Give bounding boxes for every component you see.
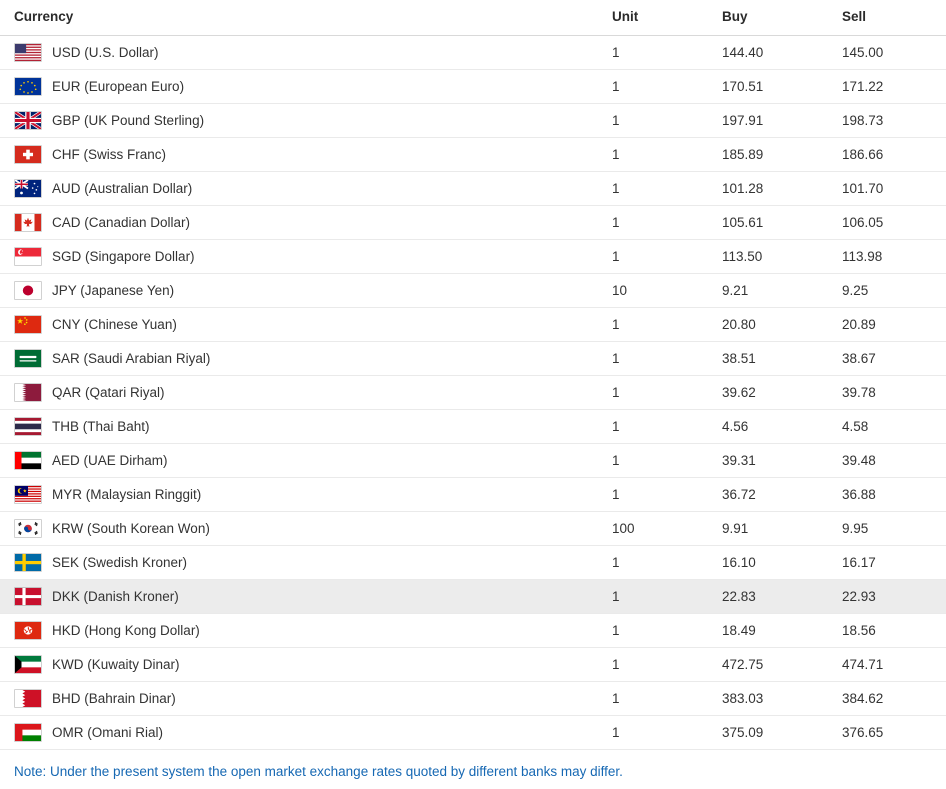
sell-rate: 39.78 [840, 376, 946, 410]
currency-name: MYR (Malaysian Ringgit) [50, 478, 610, 512]
currency-unit: 1 [610, 308, 720, 342]
table-row[interactable] [0, 478, 946, 512]
flag-malaysia-icon [14, 485, 42, 504]
currency-unit: 1 [610, 648, 720, 682]
currency-name: JPY (Japanese Yen) [50, 274, 610, 308]
currency-unit: 1 [610, 614, 720, 648]
buy-rate: 144.40 [720, 36, 840, 70]
buy-rate: 472.75 [720, 648, 840, 682]
sell-rate: 18.56 [840, 614, 946, 648]
table-row[interactable] [0, 512, 946, 546]
currency-flag-cell [0, 274, 50, 308]
sell-rate: 16.17 [840, 546, 946, 580]
flag-eu-icon [14, 77, 42, 96]
buy-rate: 4.56 [720, 410, 840, 444]
currency-name: CAD (Canadian Dollar) [50, 206, 610, 240]
currency-unit: 1 [610, 104, 720, 138]
currency-name: SAR (Saudi Arabian Riyal) [50, 342, 610, 376]
currency-name: HKD (Hong Kong Dollar) [50, 614, 610, 648]
buy-rate: 9.91 [720, 512, 840, 546]
flag-thailand-icon [14, 417, 42, 436]
table-row[interactable] [0, 444, 946, 478]
table-header-row [0, 0, 946, 36]
sell-rate: 39.48 [840, 444, 946, 478]
table-row[interactable] [0, 138, 946, 172]
flag-bahrain-icon [14, 689, 42, 708]
buy-rate: 375.09 [720, 716, 840, 750]
currency-flag-cell [0, 648, 50, 682]
table-row[interactable] [0, 546, 946, 580]
flag-oman-icon [14, 723, 42, 742]
currency-flag-cell [0, 614, 50, 648]
column-header-sell: Sell [840, 0, 946, 36]
buy-rate: 36.72 [720, 478, 840, 512]
column-header-buy: Buy [720, 0, 840, 36]
sell-rate: 171.22 [840, 70, 946, 104]
currency-name: SEK (Swedish Kroner) [50, 546, 610, 580]
currency-unit: 1 [610, 138, 720, 172]
currency-name: CNY (Chinese Yuan) [50, 308, 610, 342]
buy-rate: 383.03 [720, 682, 840, 716]
currency-name: SGD (Singapore Dollar) [50, 240, 610, 274]
flag-uk-icon [14, 111, 42, 130]
currency-flag-cell [0, 444, 50, 478]
buy-rate: 9.21 [720, 274, 840, 308]
currency-name: DKK (Danish Kroner) [50, 580, 610, 614]
currency-flag-cell [0, 580, 50, 614]
table-row[interactable] [0, 308, 946, 342]
buy-rate: 16.10 [720, 546, 840, 580]
currency-unit: 1 [610, 410, 720, 444]
buy-rate: 105.61 [720, 206, 840, 240]
sell-rate: 9.95 [840, 512, 946, 546]
buy-rate: 170.51 [720, 70, 840, 104]
currency-unit: 1 [610, 206, 720, 240]
column-header-currency: Currency [0, 0, 610, 36]
sell-rate: 186.66 [840, 138, 946, 172]
currency-unit: 1 [610, 36, 720, 70]
currency-flag-cell [0, 410, 50, 444]
currency-unit: 100 [610, 512, 720, 546]
sell-rate: 113.98 [840, 240, 946, 274]
flag-switzerland-icon [14, 145, 42, 164]
table-footer [0, 750, 946, 789]
table-row[interactable] [0, 376, 946, 410]
currency-name: KWD (Kuwaity Dinar) [50, 648, 610, 682]
flag-qatar-icon [14, 383, 42, 402]
sell-rate: 38.67 [840, 342, 946, 376]
flag-usa-icon [14, 43, 42, 62]
sell-rate: 106.05 [840, 206, 946, 240]
sell-rate: 198.73 [840, 104, 946, 138]
buy-rate: 185.89 [720, 138, 840, 172]
table-row[interactable] [0, 342, 946, 376]
currency-name: KRW (South Korean Won) [50, 512, 610, 546]
currency-flag-cell [0, 240, 50, 274]
currency-unit: 1 [610, 682, 720, 716]
sell-rate: 4.58 [840, 410, 946, 444]
table-body [0, 36, 946, 750]
column-header-unit: Unit [610, 0, 720, 36]
currency-name: OMR (Omani Rial) [50, 716, 610, 750]
table-row[interactable] [0, 580, 946, 614]
currency-flag-cell [0, 172, 50, 206]
buy-rate: 197.91 [720, 104, 840, 138]
currency-name: AUD (Australian Dollar) [50, 172, 610, 206]
sell-rate: 9.25 [840, 274, 946, 308]
table-row[interactable] [0, 206, 946, 240]
table-row[interactable] [0, 172, 946, 206]
table-row[interactable] [0, 240, 946, 274]
flag-japan-icon [14, 281, 42, 300]
exchange-rate-note: Note: Under the present system the open market exchange rates quoted by different banks may differ. [0, 750, 946, 789]
sell-rate: 474.71 [840, 648, 946, 682]
currency-name: CHF (Swiss Franc) [50, 138, 610, 172]
buy-rate: 22.83 [720, 580, 840, 614]
table-row[interactable] [0, 70, 946, 104]
currency-unit: 1 [610, 546, 720, 580]
currency-flag-cell [0, 104, 50, 138]
currency-unit: 1 [610, 444, 720, 478]
currency-name: QAR (Qatari Riyal) [50, 376, 610, 410]
sell-rate: 36.88 [840, 478, 946, 512]
table-row[interactable] [0, 104, 946, 138]
sell-rate: 376.65 [840, 716, 946, 750]
sell-rate: 22.93 [840, 580, 946, 614]
table-row[interactable] [0, 274, 946, 308]
flag-canada-icon [14, 213, 42, 232]
sell-rate: 384.62 [840, 682, 946, 716]
currency-flag-cell [0, 478, 50, 512]
sell-rate: 20.89 [840, 308, 946, 342]
table-row[interactable] [0, 648, 946, 682]
table-row[interactable] [0, 36, 946, 70]
buy-rate: 38.51 [720, 342, 840, 376]
currency-unit: 1 [610, 716, 720, 750]
buy-rate: 20.80 [720, 308, 840, 342]
currency-unit: 10 [610, 274, 720, 308]
flag-australia-icon [14, 179, 42, 198]
currency-flag-cell [0, 308, 50, 342]
currency-flag-cell [0, 138, 50, 172]
currency-name: EUR (European Euro) [50, 70, 610, 104]
currency-unit: 1 [610, 172, 720, 206]
flag-denmark-icon [14, 587, 42, 606]
table-row[interactable] [0, 682, 946, 716]
table-row[interactable] [0, 410, 946, 444]
currency-unit: 1 [610, 70, 720, 104]
currency-flag-cell [0, 342, 50, 376]
flag-saudi-arabia-icon [14, 349, 42, 368]
currency-name: USD (U.S. Dollar) [50, 36, 610, 70]
table-row[interactable] [0, 614, 946, 648]
currency-flag-cell [0, 682, 50, 716]
currency-name: THB (Thai Baht) [50, 410, 610, 444]
sell-rate: 145.00 [840, 36, 946, 70]
note-row [0, 750, 946, 789]
currency-unit: 1 [610, 580, 720, 614]
currency-name: AED (UAE Dirham) [50, 444, 610, 478]
buy-rate: 18.49 [720, 614, 840, 648]
flag-sweden-icon [14, 553, 42, 572]
currency-unit: 1 [610, 376, 720, 410]
buy-rate: 113.50 [720, 240, 840, 274]
flag-singapore-icon [14, 247, 42, 266]
currency-flag-cell [0, 36, 50, 70]
currency-unit: 1 [610, 240, 720, 274]
currency-unit: 1 [610, 342, 720, 376]
table-header [0, 0, 946, 36]
sell-rate: 101.70 [840, 172, 946, 206]
flag-kuwait-icon [14, 655, 42, 674]
buy-rate: 101.28 [720, 172, 840, 206]
flag-china-icon [14, 315, 42, 334]
flag-hong-kong-icon [14, 621, 42, 640]
currency-flag-cell [0, 70, 50, 104]
currency-flag-cell [0, 546, 50, 580]
currency-flag-cell [0, 206, 50, 240]
buy-rate: 39.31 [720, 444, 840, 478]
buy-rate: 39.62 [720, 376, 840, 410]
currency-name: GBP (UK Pound Sterling) [50, 104, 610, 138]
currency-flag-cell [0, 376, 50, 410]
currency-name: BHD (Bahrain Dinar) [50, 682, 610, 716]
flag-uae-icon [14, 451, 42, 470]
currency-unit: 1 [610, 478, 720, 512]
flag-south-korea-icon [14, 519, 42, 538]
currency-flag-cell [0, 512, 50, 546]
